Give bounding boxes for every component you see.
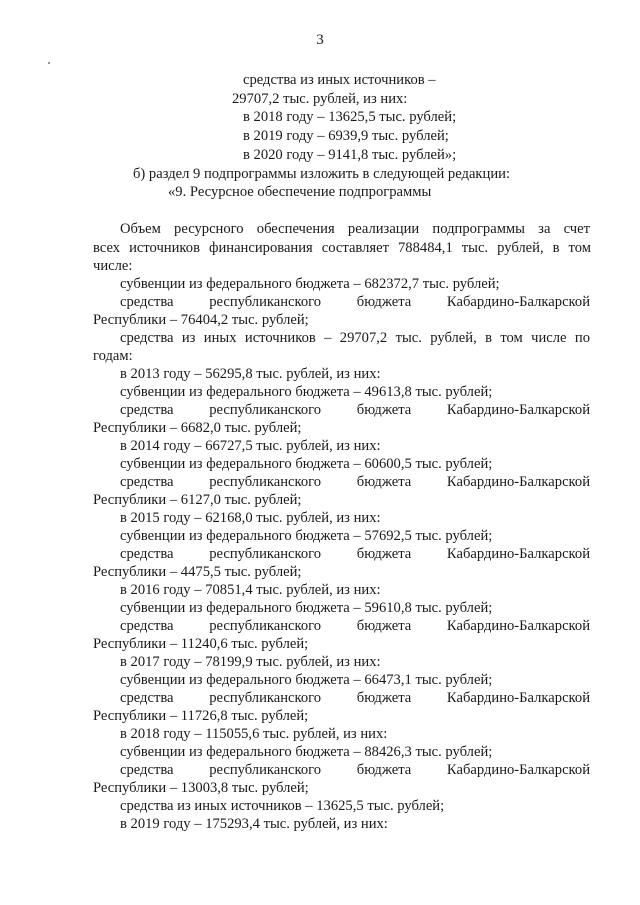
rep-2017-line-2: Республики – 11726,8 тыс. рублей; (93, 708, 309, 724)
para-1-line-1: Объем ресурсного обеспечения реализации подпрограммы за счет (120, 221, 590, 237)
year-2015: в 2015 году – 62168,0 тыс. рублей, из них: (120, 510, 381, 526)
fed-2017: субвенции из федерального бюджета – 66473,1 тыс. рублей; (120, 672, 493, 688)
rep-2014-line-1: средства республиканского бюджета Кабардино-Балкарской (120, 474, 590, 490)
year-2016: в 2016 году – 70851,4 тыс. рублей, из них: (120, 582, 381, 598)
rep-2015-line-2: Республики – 4475,5 тыс. рублей; (93, 564, 302, 580)
rep-total-line-2: Республики – 76404,2 тыс. рублей; (93, 312, 309, 328)
rep-2016-line-2: Республики – 11240,6 тыс. рублей; (93, 636, 309, 652)
top-line-3: в 2018 году – 13625,5 тыс. рублей; (243, 109, 457, 125)
rep-total-line-1: средства республиканского бюджета Кабардино-Балкарской (120, 294, 590, 310)
rep-2014-line-2: Республики – 6127,0 тыс. рублей; (93, 492, 302, 508)
year-2013: в 2013 году – 56295,8 тыс. рублей, из них: (120, 366, 381, 382)
fed-2015: субвенции из федерального бюджета – 57692,5 тыс. рублей; (120, 528, 493, 544)
other-2018: средства из иных источников – 13625,5 тыс. рублей; (120, 798, 445, 814)
top-line-5: в 2020 году – 9141,8 тыс. рублей»; (243, 147, 457, 163)
rep-2015-line-1: средства республиканского бюджета Кабардино-Балкарской (120, 546, 590, 562)
top-line-6: б) раздел 9 подпрограммы изложить в следующей редакции: (133, 166, 510, 182)
rep-2018-line-2: Республики – 13003,8 тыс. рублей; (93, 780, 309, 796)
fed-2013: субвенции из федерального бюджета – 49613,8 тыс. рублей; (120, 384, 493, 400)
section-heading: «9. Ресурсное обеспечение подпрограммы (168, 184, 432, 200)
top-line-1: средства из иных источников – (243, 72, 436, 88)
fed-2014: субвенции из федерального бюджета – 60600,5 тыс. рублей; (120, 456, 493, 472)
fed-2018: субвенции из федерального бюджета – 88426,3 тыс. рублей; (120, 744, 493, 760)
top-line-2: 29707,2 тыс. рублей, из них: (232, 91, 408, 107)
other-total-line-2: годам: (93, 348, 133, 364)
rep-2018-line-1: средства республиканского бюджета Кабардино-Балкарской (120, 762, 590, 778)
year-2019: в 2019 году – 175293,4 тыс. рублей, из них: (120, 816, 388, 832)
top-line-4: в 2019 году – 6939,9 тыс. рублей; (243, 128, 449, 144)
year-2018: в 2018 году – 115055,6 тыс. рублей, из них: (120, 726, 388, 742)
page-number: 3 (316, 32, 324, 48)
year-2017: в 2017 году – 78199,9 тыс. рублей, из них: (120, 654, 381, 670)
rep-2017-line-1: средства республиканского бюджета Кабардино-Балкарской (120, 690, 590, 706)
rep-2013-line-1: средства республиканского бюджета Кабардино-Балкарской (120, 402, 590, 418)
year-2014: в 2014 году – 66727,5 тыс. рублей, из них: (120, 438, 381, 454)
fed-2016: субвенции из федерального бюджета – 59610,8 тыс. рублей; (120, 600, 493, 616)
para-1-line-2: всех источников финансирования составляет 788484,1 тыс. рублей, в том (93, 240, 591, 256)
fed-total: субвенции из федерального бюджета – 682372,7 тыс. рублей; (120, 276, 500, 292)
rep-2013-line-2: Республики – 6682,0 тыс. рублей; (93, 420, 302, 436)
scan-speck (48, 62, 50, 64)
other-total-line-1: средства из иных источников – 29707,2 тыс. рублей, в том числе по (120, 330, 590, 346)
para-1-line-3: числе: (93, 258, 133, 274)
rep-2016-line-1: средства республиканского бюджета Кабардино-Балкарской (120, 618, 590, 634)
